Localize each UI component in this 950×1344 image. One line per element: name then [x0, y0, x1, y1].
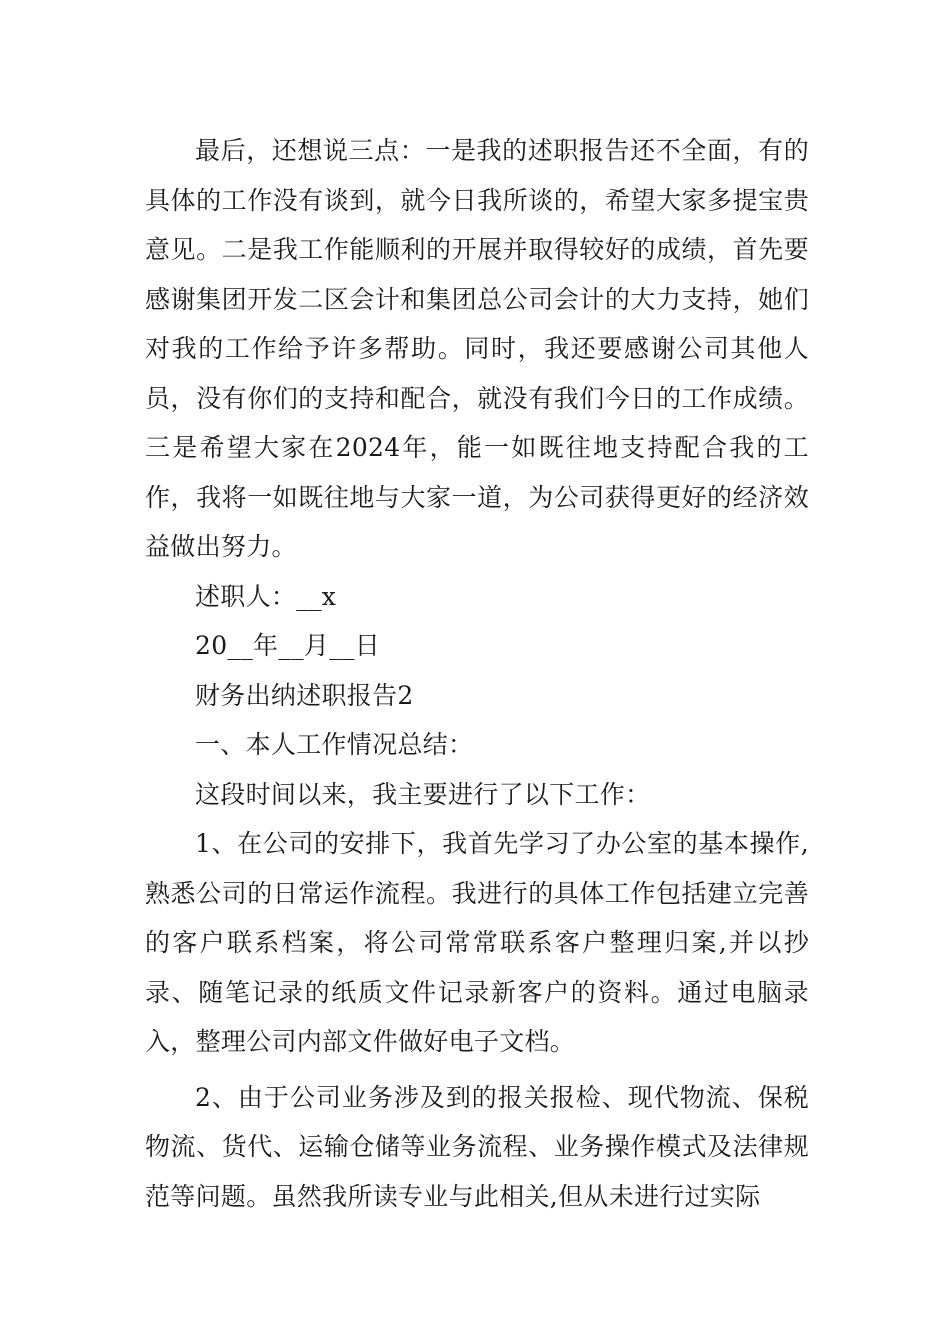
document-body — [145, 126, 809, 1221]
item-2-paragraph: 2、由于公司业务涉及到的报关报检、现代物流、保税物流、货代、运输仓储等业务流程、业务操作模式及法律规范等问题。虽然我所读专业与此相关,但从未进行过实际 — [145, 1082, 809, 1211]
signatory-line: 述职人：__x — [195, 581, 337, 611]
item-1-paragraph: 1、在公司的安排下，我首先学习了办公室的基本操作,熟悉公司的日常运作流程。我进行的具体工作包括建立完善的客户联系档案，将公司常常联系客户整理归案,并以抄录、随笔记录的纸质文件记录新客户的资料。通过电脑录入，整理公司内部文件做好电子文档。 — [145, 829, 809, 1056]
closing-paragraph: 最后，还想说三点：一是我的述职报告还不全面，有的具体的工作没有谈到，就今日我所谈的，希望大家多提宝贵意见。二是我工作能顺利的开展并取得较好的成绩，首先要感谢集团开发二区会计和集团总公司会计的大力支持，她们对我的工作给予许多帮助。同时，我还要感谢公司其他人员，没有你们的支持和配合，就没有我们今日的工作成绩。三是希望大家在2024年，能一如既往地支持配合我的工作，我将一如既往地与大家一道，为公司获得更好的经济效益做出努力。 — [145, 136, 809, 561]
report-title: 财务出纳述职报告2 — [195, 680, 414, 710]
section-heading: 一、本人工作情况总结： — [195, 730, 474, 759]
date-line: 20__年__月__日 — [195, 631, 381, 660]
intro-paragraph: 这段时间以来，我主要进行了以下工作： — [195, 779, 651, 809]
